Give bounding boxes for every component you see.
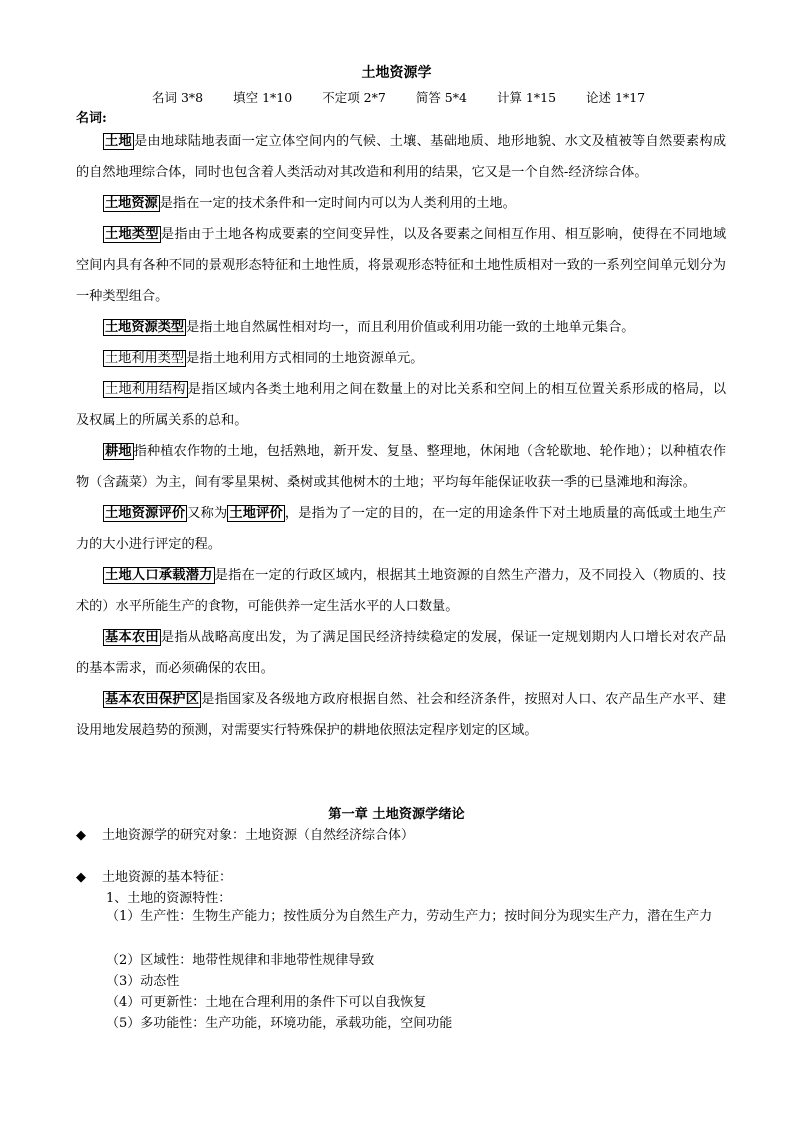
definition-paragraph <box>76 126 726 188</box>
definition-text: 是指在一定的技术条件和一定时间内可以为人类利用的土地。 <box>159 196 516 211</box>
list-item: （5）多功能性：生产功能，环境功能，承载功能，空间功能 <box>106 1016 453 1031</box>
list-item: （3）动态性 <box>106 974 180 989</box>
diamond-bullet-icon: ◆ <box>76 870 86 885</box>
term-box: 土地类型 <box>105 227 159 242</box>
term-box: 土地资源 <box>105 196 158 211</box>
definition-text: ，是指为了一定的目的，在一定的用途条件下对土地质量的高低或土地生产力的大小进行评定的程。 <box>76 506 727 552</box>
diamond-bullet-icon: ◆ <box>76 828 86 843</box>
exam-structure-line <box>152 88 671 106</box>
definitions-list <box>76 126 726 746</box>
document-title: 土地资源学 <box>361 65 432 81</box>
definition-text: 是指土地利用方式相同的土地资源单元。 <box>186 351 424 366</box>
definition-paragraph <box>76 560 726 622</box>
definition-paragraph <box>76 343 726 374</box>
definition-paragraph <box>76 622 726 684</box>
definition-text: 是指由于土地各构成要素的空间变异性，以及各要素之间相互作用、相互影响，使得在不同地域空间内具有各种不同的景观形态特征和土地性质，将景观形态特征和土地性质相对一致的一系列空间单元划分为一种类型组合。 <box>76 227 727 304</box>
definition-paragraph <box>76 498 726 560</box>
definition-text: 是指区域内各类土地利用之间在数量上的对比关系和空间上的相互位置关系形成的格局，以及权属上的所属关系的总和。 <box>76 382 727 428</box>
term-box: 基本农田 <box>105 630 159 645</box>
term-box: 土地 <box>105 134 132 149</box>
bullet-text: 土地资源学的研究对象：土地资源（自然经济综合体） <box>102 828 415 843</box>
definition-paragraph <box>76 684 726 746</box>
bullet-text: 土地资源的基本特征： <box>102 870 233 885</box>
list-item: （2）区域性：地带性规律和非地带性规律导致 <box>106 953 375 968</box>
definition-text: 是指在一定的行政区域内，根据其土地资源的自然生产潜力，及不同投入（物质的、技术的）水平所能生产的食物，可能供养一定生活水平的人口数量。 <box>76 568 726 614</box>
definition-text: 是由地球陆地表面一定立体空间内的气候、土壤、基础地质、地形地貌、水文及植被等自然要素构成的自然地理综合体，同时也包含着人类活动对其改造和利用的结果，它又是一个自然-经济综合体。 <box>76 134 727 180</box>
definition-paragraph <box>76 188 726 219</box>
bullet-item <box>76 824 414 843</box>
list-item: （4）可更新性：土地在合理利用的条件下可以自我恢复 <box>106 995 427 1010</box>
exam-item: 填空 1*10 <box>233 90 293 105</box>
exam-item: 计算 1*15 <box>496 90 557 105</box>
definition-connector: 又称为 <box>187 506 228 521</box>
definition-paragraph <box>76 312 726 343</box>
term-box: 基本农田保护区 <box>105 692 200 707</box>
exam-item: 不定项 2*7 <box>322 90 386 105</box>
term-box: 土地资源评价 <box>105 506 186 521</box>
chapter-title: 第一章 土地资源学绪论 <box>328 807 465 822</box>
exam-item: 论述 1*17 <box>586 90 646 105</box>
section-label-terms: 名词: <box>76 111 107 126</box>
exam-item: 名词 3*8 <box>152 90 204 105</box>
term-box: 耕地 <box>105 444 132 459</box>
definition-paragraph <box>76 374 726 436</box>
definition-text: 是指国家及各级地方政府根据自然、社会和经济条件，按照对人口、农产品生产水平、建设用地发展趋势的预测，对需要实行特殊保护的耕地依照法定程序划定的区域。 <box>76 692 727 738</box>
definition-paragraph <box>76 436 726 498</box>
list-item: （1）生产性：生物生产能力；按性质分为自然生产力，劳动生产力；按时间分为现实生产力，潜在生产力 <box>106 909 713 924</box>
sub-heading: 1、土地的资源特性： <box>106 891 232 906</box>
definition-text: 是指土地自然属性相对均一，而且利用价值或利用功能一致的土地单元集合。 <box>186 320 635 335</box>
definition-text: 是指从战略高度出发，为了满足国民经济持续稳定的发展，保证一定规划期内人口增长对农产品的基本需求，而必须确保的农田。 <box>76 630 727 676</box>
definition-paragraph <box>76 219 726 312</box>
definition-text: 指种植农作物的土地，包括熟地，新开发、复垦、整理地，休闲地（含轮歇地、轮作地）；以种植农作物（含蔬菜）为主，间有零星果树、桑树或其他树木的土地；平均每年能保证收获一季的已垦滩地和海涂。 <box>76 444 727 490</box>
term-box: 土地评价 <box>229 506 283 521</box>
term-box: 土地利用类型 <box>105 351 185 366</box>
term-box: 土地资源类型 <box>105 320 185 335</box>
exam-item: 简答 5*4 <box>415 90 467 105</box>
term-box: 土地人口承载潜力 <box>105 568 213 583</box>
term-box: 土地利用结构 <box>105 382 186 397</box>
bullet-item <box>76 866 232 885</box>
